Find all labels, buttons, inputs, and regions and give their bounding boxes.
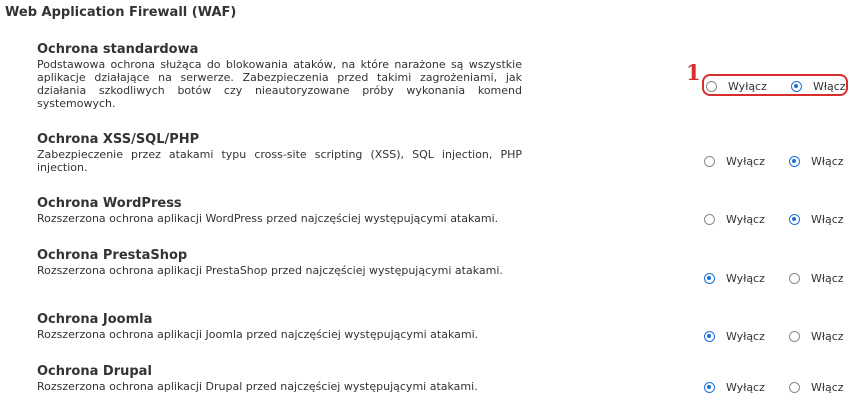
radio-group-joomla [702,326,848,348]
section-title: Ochrona Drupal [37,364,152,379]
radio-off-button[interactable] [704,273,715,284]
radio-option-off[interactable] [704,213,765,226]
radio-option-on[interactable] [789,330,844,343]
radio-option-on[interactable] [789,155,844,168]
section-description: Podstawowa ochrona służąca do blokowania ataków, na które narażone są wszystkie aplikacje działające na serwerze. Zabezpieczenia przed takimi zagrożeniami, jak działania szkodliwych botów czy nieautoryzowane próby wykonania komend systemowych. [37,58,522,110]
section-description: Rozszerzona ochrona aplikacji WordPress przed najczęściej występującymi atakami. [37,212,499,225]
radio-off-label: Wyłącz [728,80,767,93]
section-title: Ochrona XSS/SQL/PHP [37,132,200,147]
section-title: Ochrona standardowa [37,42,199,57]
radio-off-label: Wyłącz [726,213,765,226]
radio-option-on[interactable] [789,381,844,394]
radio-off-label: Wyłącz [726,381,765,394]
radio-on-button[interactable] [789,214,800,225]
radio-group-prestashop [702,268,848,290]
radio-on-label: Włącz [811,155,844,168]
radio-on-label: Włącz [811,330,844,343]
radio-option-off[interactable] [704,381,765,394]
section-title: Ochrona WordPress [37,196,182,211]
radio-off-label: Wyłącz [726,272,765,285]
section-description: Zabezpieczenie przez atakami typu cross-site scripting (XSS), SQL injection, PHP injection. [37,148,522,174]
section-description: Rozszerzona ochrona aplikacji Joomla przed najczęściej występującymi atakami. [37,328,479,341]
page-title: Web Application Firewall (WAF) [5,5,237,20]
radio-off-label: Wyłącz [726,330,765,343]
radio-option-off[interactable] [704,330,765,343]
radio-group-xss-sql-php [702,151,848,173]
radio-off-label: Wyłącz [726,155,765,168]
waf-section-xss-sql-php [37,132,522,174]
radio-off-button[interactable] [704,382,715,393]
section-title: Ochrona PrestaShop [37,248,188,263]
radio-off-button[interactable] [704,331,715,342]
waf-section-wordpress [37,196,522,225]
radio-on-label: Włącz [811,381,844,394]
waf-section-standard [37,42,522,110]
section-description: Rozszerzona ochrona aplikacji Drupal przed najczęściej występującymi atakami. [37,380,478,393]
radio-on-button[interactable] [789,331,800,342]
radio-on-label: Włącz [813,80,846,93]
radio-on-button[interactable] [789,382,800,393]
radio-option-on[interactable] [791,80,846,93]
radio-group-wordpress [702,209,848,231]
radio-on-label: Włącz [811,272,844,285]
radio-on-button[interactable] [791,81,802,92]
radio-off-button[interactable] [704,214,715,225]
waf-section-joomla [37,312,522,341]
section-description: Rozszerzona ochrona aplikacji PrestaShop przed najczęściej występującymi atakami. [37,264,503,277]
waf-section-prestashop [37,248,522,277]
radio-on-label: Włącz [811,213,844,226]
radio-option-off[interactable] [704,272,765,285]
radio-on-button[interactable] [789,156,800,167]
radio-option-off[interactable] [704,155,765,168]
waf-section-drupal [37,364,522,393]
radio-option-off[interactable] [706,80,767,93]
annotation-number: 1 [686,60,701,85]
radio-group-standard [702,74,848,96]
radio-off-button[interactable] [704,156,715,167]
radio-off-button[interactable] [706,81,717,92]
section-title: Ochrona Joomla [37,312,153,327]
radio-group-drupal [702,377,848,399]
radio-on-button[interactable] [789,273,800,284]
radio-option-on[interactable] [789,213,844,226]
radio-option-on[interactable] [789,272,844,285]
